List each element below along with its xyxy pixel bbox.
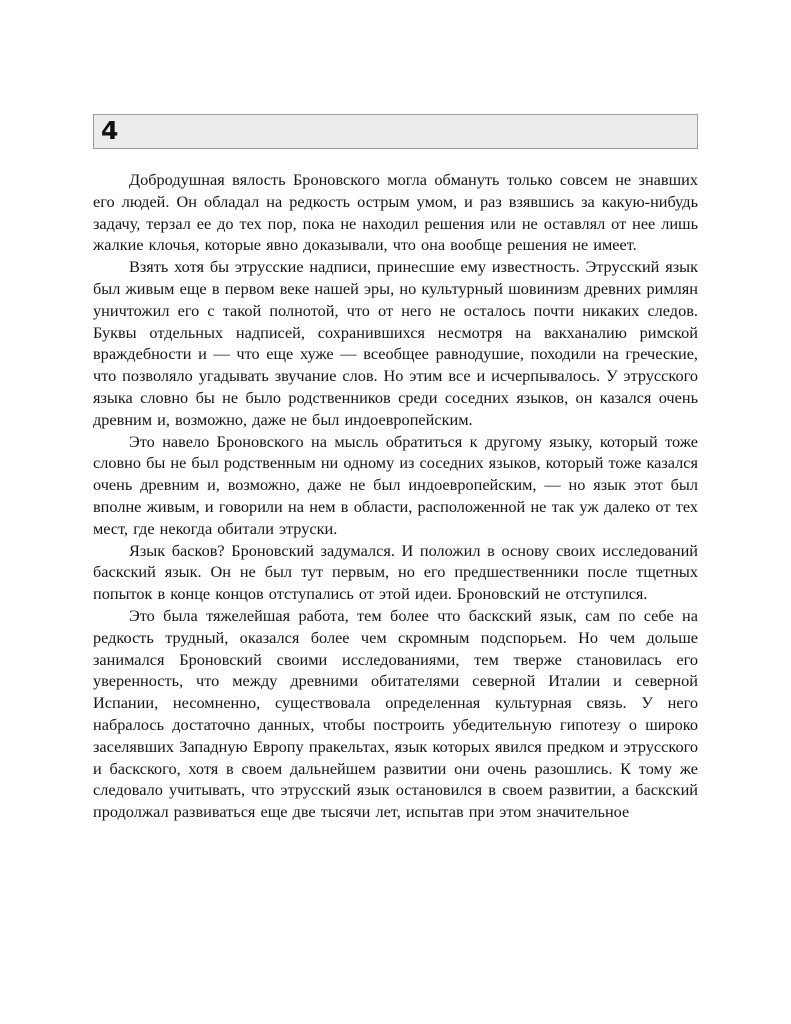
- paragraph: Добродушная вялость Броновского могла обмануть только совсем не знавших его людей. Он обладал на редкость острым умом, и раз взявшись за какую-нибудь задачу, терзал ее до тех пор, пока не находил решения или не оставлял от нее лишь жалкие клочья, которые явно доказывали, что она вообще решения не имеет.: [93, 170, 698, 255]
- chapter-number: 4: [101, 116, 119, 145]
- paragraph: Это навело Броновского на мысль обратиться к другому языку, который тоже словно бы не был родственным ни одному из соседних языков, который тоже казался очень древним и, возможно, даже не был индоевропейским, — но язык этот был вполне живым, и говорили на нем в области, расположенной не так уж далеко от тех мест, где некогда обитали этруски.: [93, 431, 698, 538]
- paragraph: Взять хотя бы этрусские надписи, принесшие ему известность. Этрусский язык был живым еще в первом веке нашей эры, но культурный шовинизм древних римлян уничтожил его с такой полнотой, что от него не осталось почти никаких следов. Буквы отдельных надписей, сохранившихся несмотря на вакханалию римской враждебности и — что еще хуже — всеобщее равнодушие, походили на греческие, что позволяло угадывать звучание слов. Но этим все и исчерпывалось. У этрусского языка словно бы не было родственников среди соседних языков, он казался очень древним и, возможно, даже не был индоевропейским.: [93, 257, 698, 429]
- paragraph: Язык басков? Броновский задумался. И положил в основу своих исследований баскский язык. Он не был тут первым, но его предшественники после тщетных попыток в конце концов отступались от этой идеи. Броновский не отступился.: [93, 540, 698, 604]
- chapter-header: [93, 114, 698, 149]
- content-column: [93, 114, 698, 823]
- paragraph: Это была тяжелейшая работа, тем более что баскский язык, сам по себе на редкость трудный, оказался более чем скромным подспорьем. Но чем дольше занимался Броновский своими исследованиями, тем тверже становилась его уверенность, что между древними обитателями северной Италии и северной Испании, несомненно, существовала определенная культурная связь. У него набралось достаточно данных, чтобы построить убедительную гипотезу о широко заселявших Западную Европу пракельтах, язык которых явился предком и этрусского и баскского, хотя в своем дальнейшем развитии они очень разошлись. К тому же следовало учитывать, что этрусский язык остановился в своем развитии, а баскский продолжал развиваться еще две тысячи лет, испытав при этом значительное: [93, 605, 698, 822]
- body-text: [93, 169, 698, 823]
